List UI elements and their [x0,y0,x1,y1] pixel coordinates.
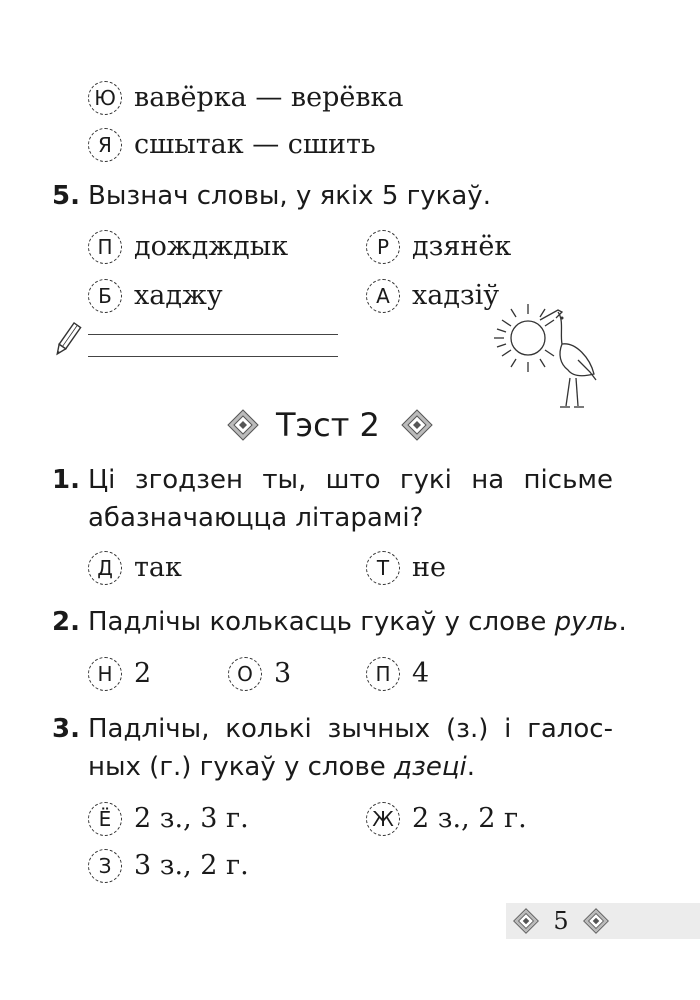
option-text: дзянёк [412,231,512,262]
option-letter[interactable]: Ю [88,81,122,115]
pencil-icon [52,320,82,360]
option-text: 3 з., 2 г. [134,850,249,881]
ornament-icon [512,907,540,935]
option-letter[interactable]: П [366,657,400,691]
question-number: 2. [52,607,80,637]
question-number: 5. [52,181,80,211]
question-text-part: . [466,752,476,782]
option-letter[interactable]: Т [366,551,400,585]
option-letter[interactable]: П [88,230,122,264]
option-text: так [134,552,182,583]
sun-stork-illustration [490,298,610,413]
question-text-part: ных (г.) гукаў у слове [88,752,395,782]
question-text: Падлічы, колькі зычных (з.) і галос- [88,714,613,744]
option-text: хаджу [134,280,223,311]
test-title: Тэст 2 [276,406,380,444]
ornament-icon [582,907,610,935]
ornament-icon [226,408,260,442]
option-letter[interactable]: З [88,849,122,883]
option-text: 2 [134,658,152,689]
option-text: 2 з., 3 г. [134,803,249,834]
option-text: 2 з., 2 г. [412,803,527,834]
option-letter[interactable]: Ё [88,802,122,836]
question-text-part: Падлічы колькасць гукаў у слове [88,607,555,637]
option-letter[interactable]: Р [366,230,400,264]
option-text: дождждык [134,231,289,262]
question-text: абазначаюцца літарамі? [88,503,424,533]
option-text: 4 [412,658,430,689]
option-text: хадзіў [412,280,500,311]
answer-line[interactable] [88,356,338,357]
question-text [88,601,627,643]
ornament-icon [400,408,434,442]
answer-line[interactable] [88,334,338,335]
page-number: 5 [553,907,569,935]
option-letter[interactable]: Н [88,657,122,691]
option-letter[interactable]: А [366,279,400,313]
option-text: 3 [274,658,292,689]
option-text: сшытак — сшить [134,129,376,160]
option-letter[interactable]: Д [88,551,122,585]
question-text-part: . [618,607,627,637]
question-word: руль [554,607,619,637]
option-text: не [412,552,446,583]
option-letter[interactable]: О [228,657,262,691]
question-text [88,746,475,788]
question-number: 1. [52,465,80,495]
question-number: 3. [52,714,80,744]
question-text: Ці згодзен ты, што гукі на пісьме [88,465,613,495]
option-letter[interactable]: Б [88,279,122,313]
option-text: вавёрка — верёвка [134,82,404,113]
question-word: дзеці [394,752,467,782]
option-letter[interactable]: Ж [366,802,400,836]
option-letter[interactable]: Я [88,128,122,162]
question-text: Вызнач словы, у якіх 5 гукаў. [88,181,491,211]
